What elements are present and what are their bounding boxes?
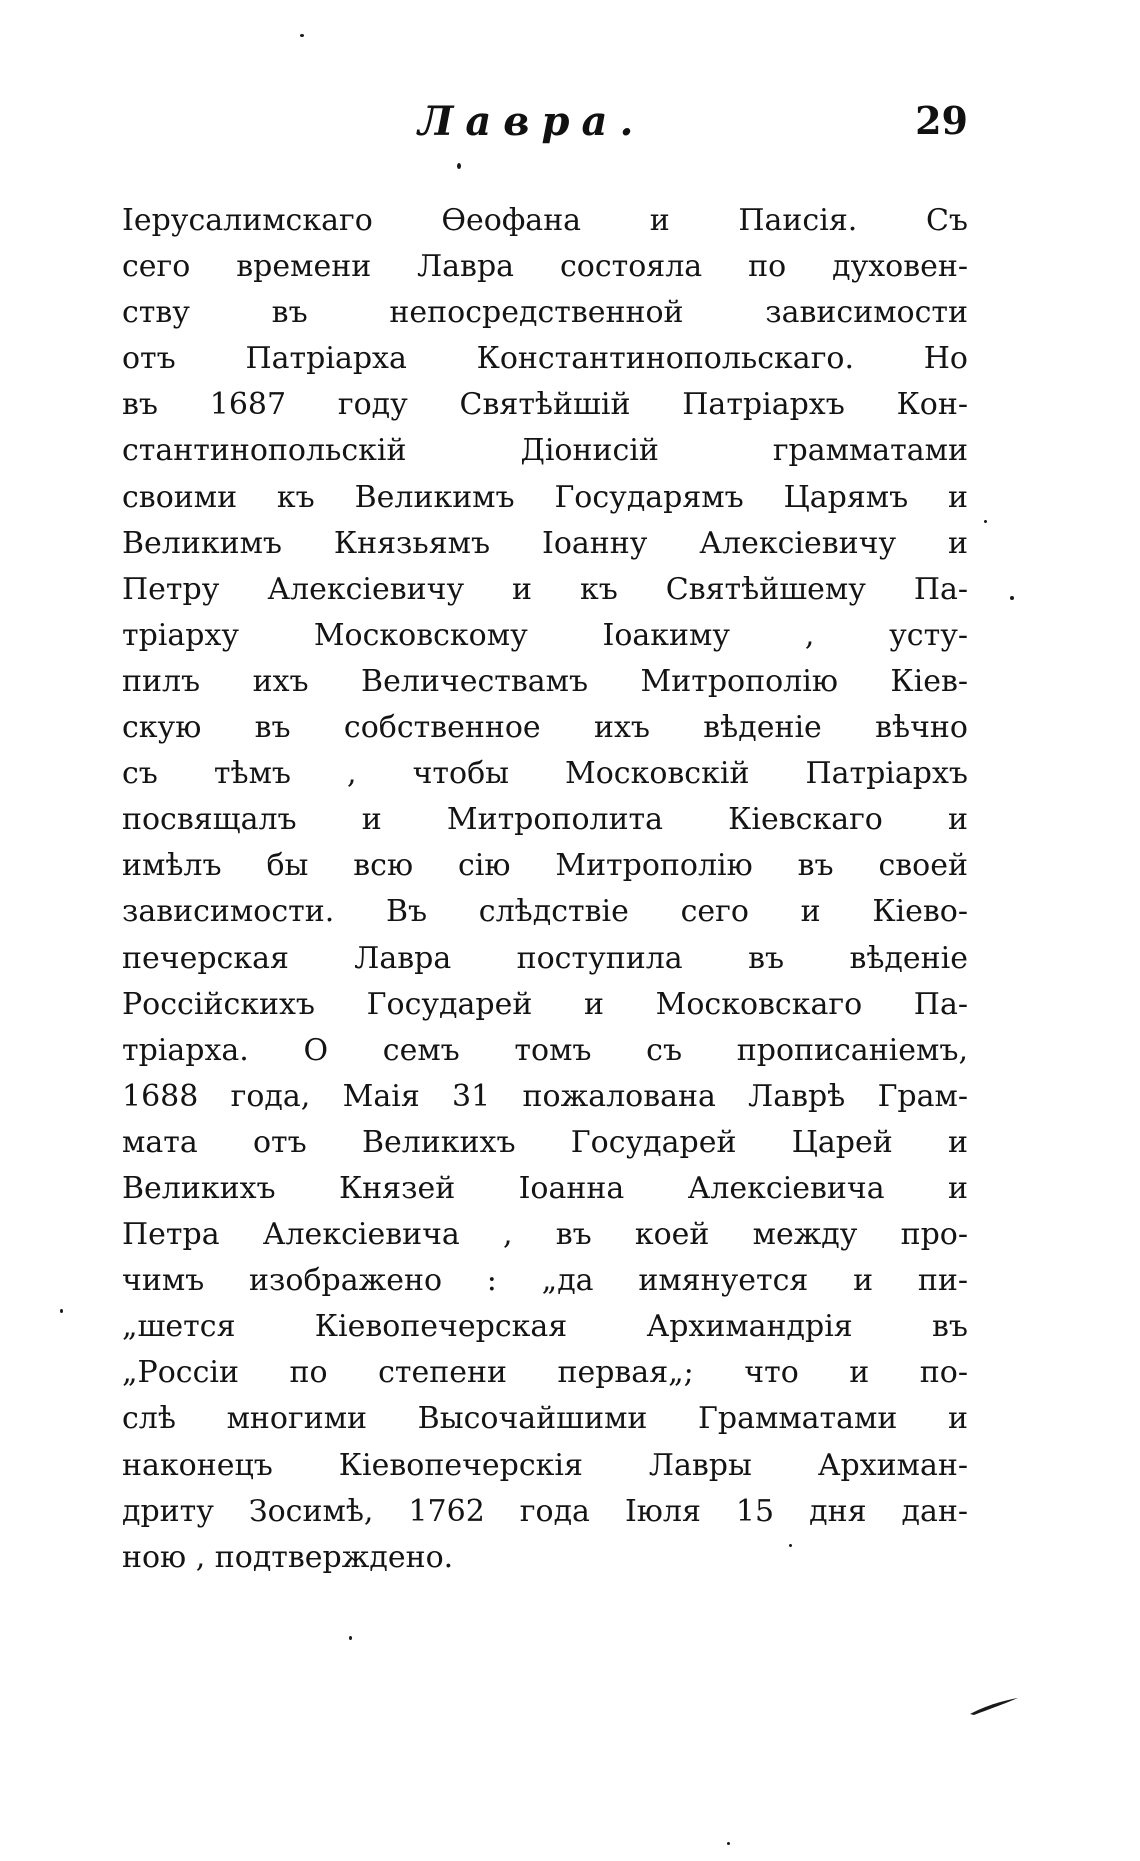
print-speck <box>789 1544 792 1547</box>
ink-mark-icon <box>968 1696 1020 1716</box>
page-number: 29 <box>915 98 968 143</box>
text-line: имѣлъ бы всю сію Митрополію въ своей <box>122 848 968 884</box>
running-head-title: Лавра. <box>418 98 646 145</box>
text-line: въ 1687 году Святѣйшій Патріархъ Кон- <box>122 387 968 423</box>
text-line: своими къ Великимъ Государямъ Царямъ и <box>122 479 968 515</box>
text-line: „шется Кіевопечерская Архимандрія въ <box>122 1309 968 1345</box>
text-line: стантинопольскій Діонисій грамматами <box>122 433 968 469</box>
text-line: Іерусалимскаго Ѳеофана и Паисія. Съ <box>122 203 968 238</box>
text-line-last: ною , подтверждено. <box>122 1539 454 1575</box>
print-speck <box>1010 596 1014 600</box>
text-line: тріарха. О семъ томъ съ прописаніемъ, <box>122 1032 968 1068</box>
text-line: сего времени Лавра состояла по духовен- <box>122 249 968 285</box>
text-line: Великимъ Князьямъ Іоанну Алексіевичу и <box>122 525 968 561</box>
running-head <box>122 98 968 158</box>
text-line: Великихъ Князей Іоанна Алексіевича и <box>122 1170 968 1206</box>
print-speck <box>349 1636 352 1640</box>
text-line: дриту Зосимѣ, 1762 года Іюля 15 дня дан- <box>122 1493 968 1529</box>
text-line: пилъ ихъ Величествамъ Митрополію Кіев- <box>122 663 968 699</box>
text-line: ству въ непосредственной зависимости <box>122 295 968 331</box>
text-line: печерская Лавра поступила въ вѣденіе <box>122 940 968 976</box>
print-speck <box>727 1842 730 1845</box>
text-line: „Россіи по степени первая„; что и по- <box>122 1355 968 1391</box>
text-line: Петру Алексіевичу и къ Святѣйшему Па- <box>122 571 968 607</box>
body-text <box>122 198 968 1581</box>
print-speck <box>300 34 304 37</box>
text-line: зависимости. Въ слѣдствіе сего и Кіево- <box>122 894 968 930</box>
print-speck <box>60 1309 63 1313</box>
text-line: слѣ многими Высочайшими Грамматами и <box>122 1401 968 1437</box>
text-line: чимъ изображено : „да имянуется и пи- <box>122 1263 968 1299</box>
text-line: отъ Патріарха Константинопольскаго. Но <box>122 341 968 377</box>
text-line: тріарху Московскому Іоакиму , усту- <box>122 617 968 653</box>
text-line: скую въ собственное ихъ вѣденіе вѣчно <box>122 710 968 746</box>
text-line: съ тѣмъ , чтобы Московскій Патріархъ <box>122 756 968 792</box>
text-line: посвящалъ и Митрополита Кіевскаго и <box>122 802 968 838</box>
text-line: Россійскихъ Государей и Московскаго Па- <box>122 986 968 1022</box>
text-line: мата отъ Великихъ Государей Царей и <box>122 1124 968 1160</box>
text-line: 1688 года, Маія 31 пожалована Лаврѣ Грам- <box>122 1078 968 1114</box>
print-speck <box>457 163 461 169</box>
text-line: Петра Алексіевича , въ коей между про- <box>122 1217 968 1253</box>
text-line: наконецъ Кіевопечерскія Лавры Архиман- <box>122 1447 968 1483</box>
print-speck <box>984 520 987 523</box>
